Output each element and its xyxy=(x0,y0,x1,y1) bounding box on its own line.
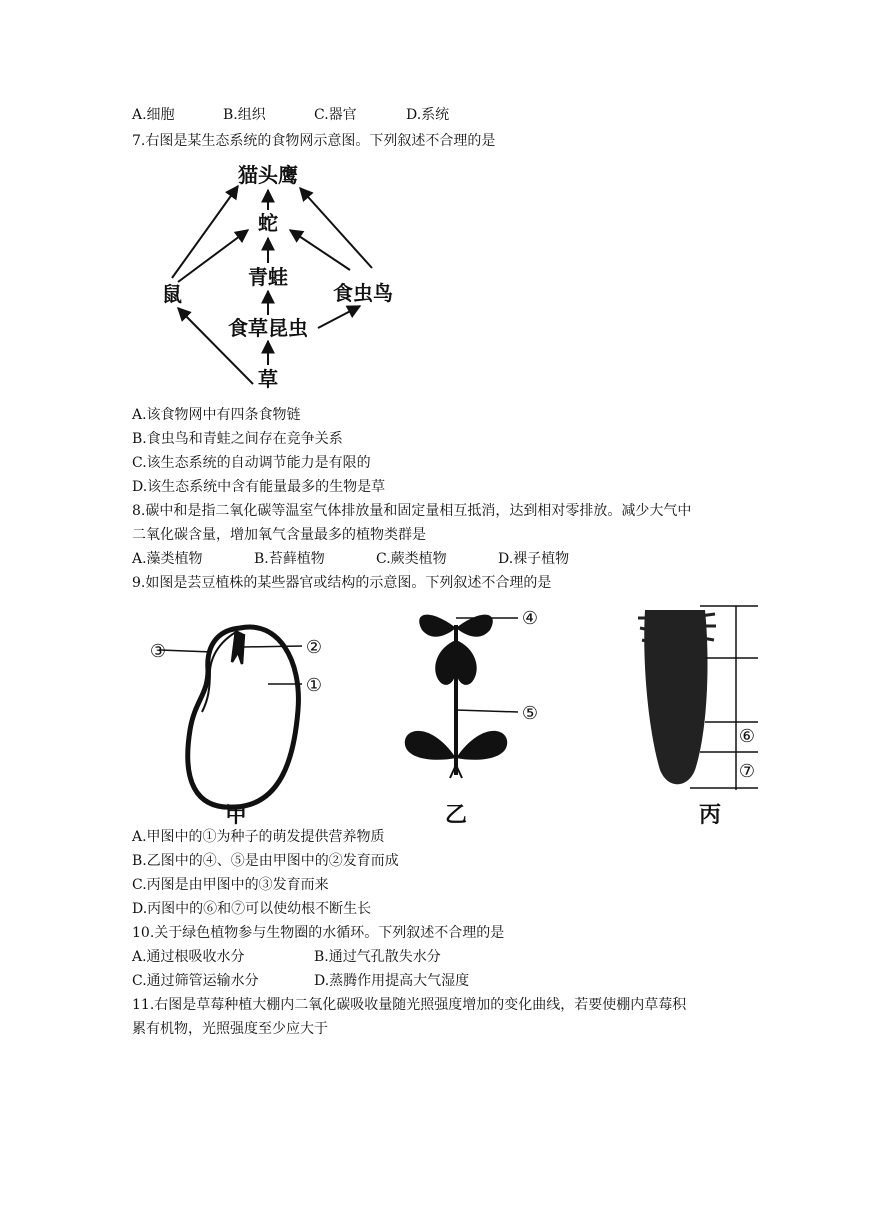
q11-stem-line2: 累有机物，光照强度至少应大于 xyxy=(132,1021,328,1037)
q7-option-c: C.该生态系统的自动调节能力是有限的 xyxy=(132,455,371,471)
q9-option-b: B.乙图中的④、⑤是由甲图中的②发育而成 xyxy=(132,853,399,869)
food-web-owl: 猫头鹰 xyxy=(238,163,298,187)
arrow-mouse-owl xyxy=(172,186,238,278)
q6-option-a: A.细胞 xyxy=(132,107,175,123)
food-web-snake: 蛇 xyxy=(258,211,278,235)
figure-yi-seedling xyxy=(405,615,518,778)
q6-option-c: C.器官 xyxy=(314,107,357,123)
q7-option-d: D.该生态系统中含有能量最多的生物是草 xyxy=(132,479,386,495)
label-1: ① xyxy=(305,675,323,696)
label-7: ⑦ xyxy=(738,761,756,782)
label-4: ④ xyxy=(521,608,539,629)
food-web-diagram xyxy=(150,158,420,394)
label-bing: 丙 xyxy=(698,803,722,828)
q9-option-d: D.丙图中的⑥和⑦可以使幼根不断生长 xyxy=(132,901,372,917)
q6-option-b: B.组织 xyxy=(223,107,266,123)
q9-stem: 9.如图是芸豆植株的某些器官或结构的示意图。下列叙述不合理的是 xyxy=(132,575,552,591)
q10-option-d: D.蒸腾作用提高大气湿度 xyxy=(314,973,470,989)
q6-option-d: D.系统 xyxy=(406,107,450,123)
label-2: ② xyxy=(305,637,323,658)
q8-option-b: B.苔藓植物 xyxy=(254,551,325,567)
q10-options-row1 xyxy=(132,947,532,967)
food-web-bird: 食虫鸟 xyxy=(333,281,393,305)
food-web-frog: 青蛙 xyxy=(248,265,288,289)
label-3: ③ xyxy=(149,641,167,662)
q7-option-b: B.食虫鸟和青蛙之间存在竞争关系 xyxy=(132,431,343,447)
food-web-mouse: 鼠 xyxy=(162,282,182,306)
q8-option-d: D.裸子植物 xyxy=(498,551,570,567)
label-6: ⑥ xyxy=(738,726,756,747)
label-5: ⑤ xyxy=(521,703,539,724)
q10-stem: 10.关于绿色植物参与生物圈的水循环。下列叙述不合理的是 xyxy=(132,925,505,941)
q8-option-a: A.藻类植物 xyxy=(132,551,203,567)
q6-options xyxy=(132,105,532,125)
q10-option-b: B.通过气孔散失水分 xyxy=(314,949,441,965)
q9-option-a: A.甲图中的①为种子的萌发提供营养物质 xyxy=(132,829,385,845)
q9-option-c: C.丙图是由甲图中的③发育而来 xyxy=(132,877,329,893)
q8-stem-line1: 8.碳中和是指二氧化碳等温室气体排放量和固定量相互抵消，达到相对零排放。减少大气中 xyxy=(132,503,692,519)
arrow-bird-snake xyxy=(290,230,350,270)
arrow-insect-bird xyxy=(318,306,360,328)
bean-plant-figures xyxy=(140,600,760,830)
q8-option-c: C.蕨类植物 xyxy=(376,551,447,567)
figure-jia-seed xyxy=(160,627,302,807)
label-jia: 甲 xyxy=(224,803,248,828)
food-web-insect: 食草昆虫 xyxy=(228,316,308,340)
arrow-bird-owl xyxy=(300,188,372,268)
q8-options xyxy=(132,549,592,569)
q7-option-a: A.该食物网中有四条食物链 xyxy=(132,407,301,423)
q8-stem-line2: 二氧化碳含量，增加氧气含量最多的植物类群是 xyxy=(132,527,426,543)
label-yi: 乙 xyxy=(444,803,468,828)
q10-option-c: C.通过筛管运输水分 xyxy=(132,973,259,989)
q7-stem: 7.右图是某生态系统的食物网示意图。下列叙述不合理的是 xyxy=(132,133,496,149)
q10-option-a: A.通过根吸收水分 xyxy=(132,949,245,965)
q11-stem-line1: 11.右图是草莓种植大棚内二氧化碳吸收量随光照强度增加的变化曲线，若要使棚内草莓积 xyxy=(132,997,687,1013)
q10-options-row2 xyxy=(132,971,532,991)
food-web-grass: 草 xyxy=(258,367,278,391)
